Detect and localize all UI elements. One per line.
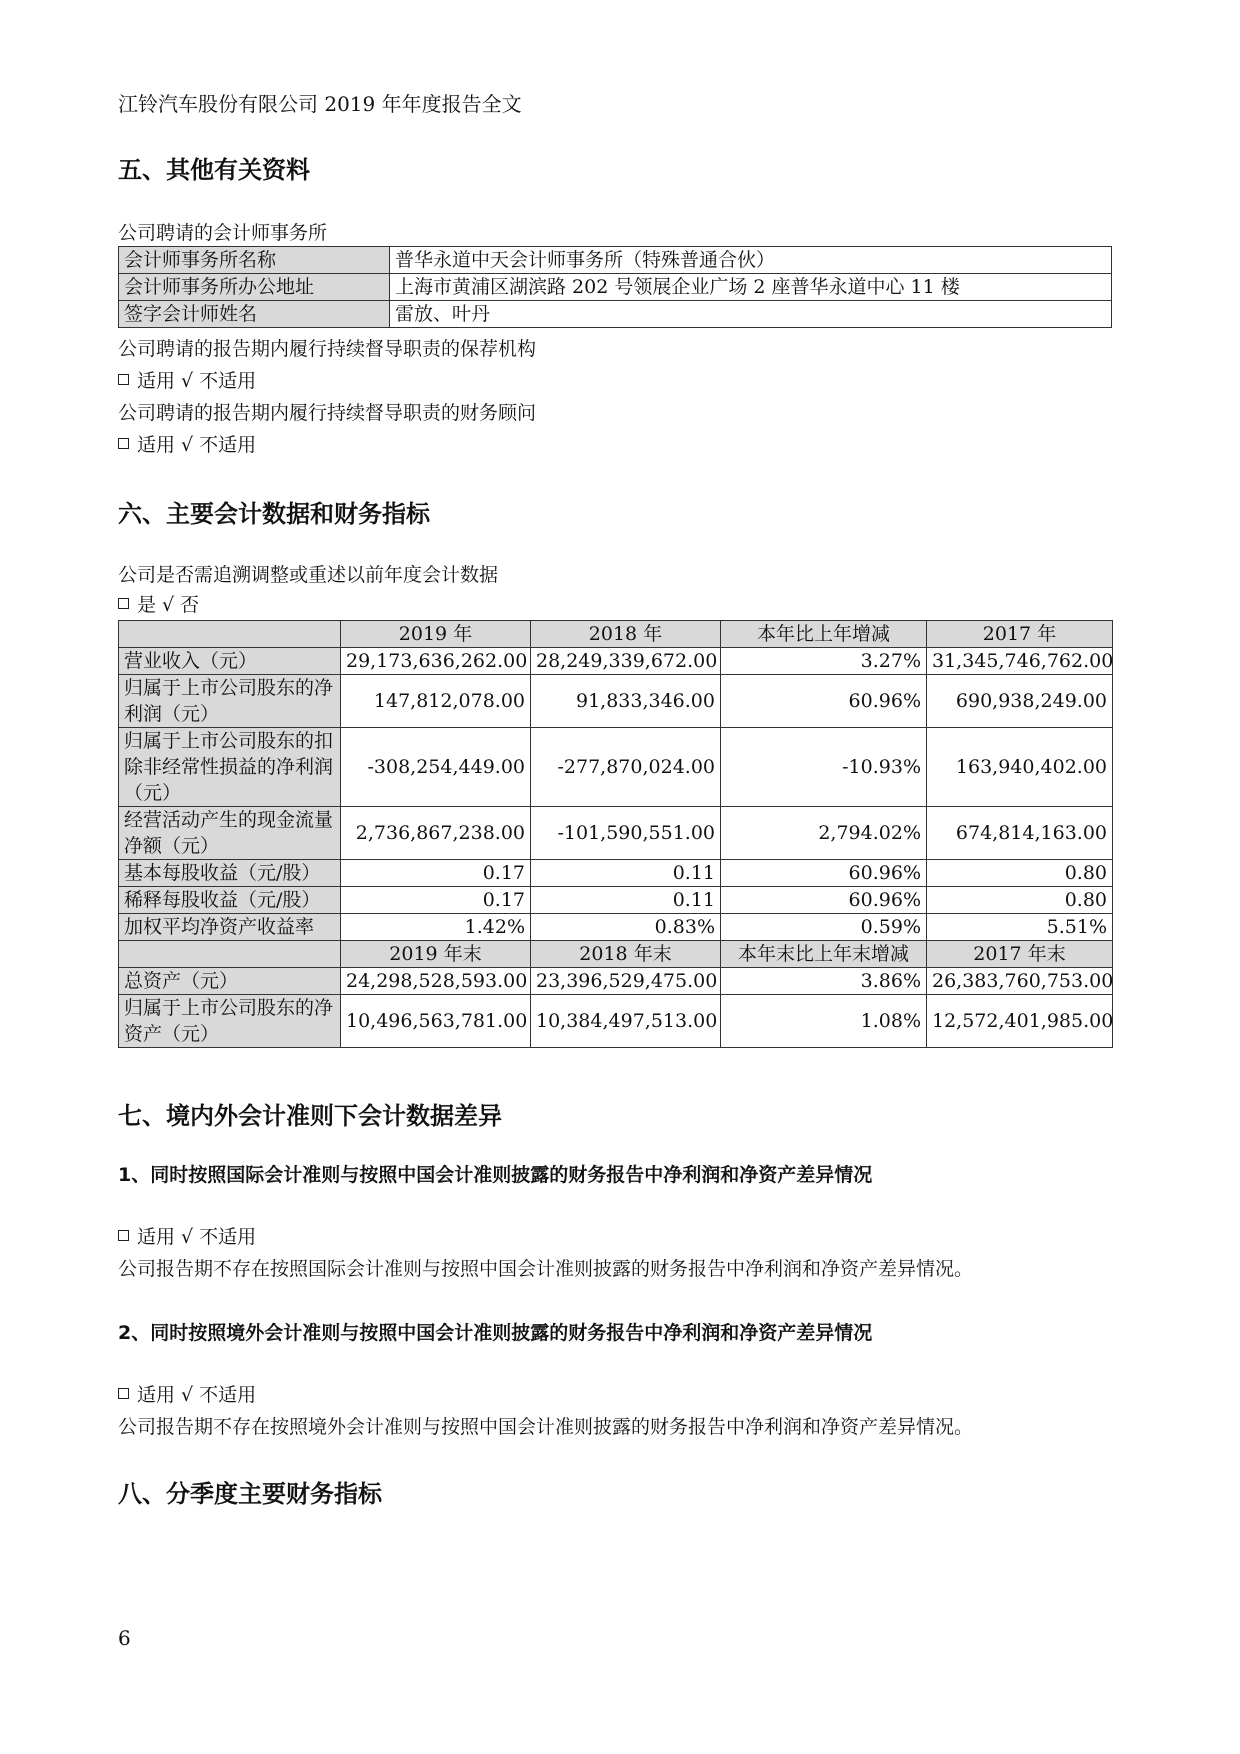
table-row — [119, 887, 1113, 914]
table-header-row — [119, 941, 1113, 968]
table-cell: 31,345,746,762.00 — [927, 648, 1113, 675]
firm-name-label: 会计师事务所名称 — [119, 247, 390, 274]
table-cell: 5.51% — [927, 914, 1113, 941]
table-cell: 3.27% — [721, 648, 927, 675]
advisor-option — [118, 430, 256, 457]
header-cell: 2017 年末 — [927, 941, 1113, 968]
checkbox-icon — [118, 1388, 129, 1399]
table-cell: 60.96% — [721, 675, 927, 728]
table-cell: 3.86% — [721, 968, 927, 995]
header-blank-cell — [119, 941, 341, 968]
table-row — [119, 728, 1113, 807]
checkbox-icon — [118, 438, 129, 449]
header-cell: 2019 年 — [341, 621, 531, 648]
table-row — [119, 995, 1113, 1048]
section-5-title: 五、其他有关资料 — [118, 156, 310, 184]
header-cell: 2018 年 — [531, 621, 721, 648]
restatement-option-text: 是 √ 否 — [137, 594, 200, 616]
table-cell: 29,173,636,262.00 — [341, 648, 531, 675]
header-cell: 2018 年末 — [531, 941, 721, 968]
firm-address-value: 上海市黄浦区湖滨路 202 号领展企业广场 2 座普华永道中心 11 楼 — [390, 274, 1112, 301]
table-cell: 10,384,497,513.00 — [531, 995, 721, 1048]
section-7-2-text: 公司报告期不存在按照境外会计准则与按照中国会计准则披露的财务报告中净利润和净资产差异情况。 — [118, 1416, 974, 1438]
table-row — [119, 807, 1113, 860]
table-cell: 0.17 — [341, 887, 531, 914]
sponsor-option — [118, 366, 256, 393]
table-cell: 91,833,346.00 — [531, 675, 721, 728]
row-label: 加权平均净资产收益率 — [119, 914, 341, 941]
table-row — [119, 914, 1113, 941]
table-cell: 1.08% — [721, 995, 927, 1048]
sponsor-text: 公司聘请的报告期内履行持续督导职责的保荐机构 — [118, 338, 537, 360]
section-8-title: 八、分季度主要财务指标 — [118, 1480, 382, 1508]
page-number: 6 — [118, 1626, 131, 1650]
table-cell: -10.93% — [721, 728, 927, 807]
header-cell: 2017 年 — [927, 621, 1113, 648]
table-cell: 147,812,078.00 — [341, 675, 531, 728]
sponsor-option-text: 适用 √ 不适用 — [137, 370, 257, 392]
header-cell: 本年末比上年末增减 — [721, 941, 927, 968]
row-label: 营业收入（元） — [119, 648, 341, 675]
header-cell: 本年比上年增减 — [721, 621, 927, 648]
table-cell: 60.96% — [721, 887, 927, 914]
table-cell: 0.11 — [531, 860, 721, 887]
table-cell: 1.42% — [341, 914, 531, 941]
table-header-row — [119, 621, 1113, 648]
table-cell: 0.80 — [927, 887, 1113, 914]
table-cell: 0.59% — [721, 914, 927, 941]
table-cell: -277,870,024.00 — [531, 728, 721, 807]
table-cell: 26,383,760,753.00 — [927, 968, 1113, 995]
table-row — [119, 274, 1112, 301]
table-row — [119, 968, 1113, 995]
table-cell: 10,496,563,781.00 — [341, 995, 531, 1048]
signing-accountant-value: 雷放、叶丹 — [390, 301, 1112, 328]
section-7-1-title: 1、同时按照国际会计准则与按照中国会计准则披露的财务报告中净利润和净资产差异情况 — [118, 1164, 873, 1186]
restatement-option — [118, 590, 199, 617]
section-6-title: 六、主要会计数据和财务指标 — [118, 500, 430, 528]
table-cell: 60.96% — [721, 860, 927, 887]
section-5-intro: 公司聘请的会计师事务所 — [118, 222, 328, 244]
section-7-2-title: 2、同时按照境外会计准则与按照中国会计准则披露的财务报告中净利润和净资产差异情况 — [118, 1322, 873, 1344]
table-row — [119, 247, 1112, 274]
accounting-firm-table — [118, 246, 1112, 328]
table-row — [119, 860, 1113, 887]
section-7-title: 七、境内外会计准则下会计数据差异 — [118, 1102, 502, 1130]
row-label: 总资产（元） — [119, 968, 341, 995]
section-7-2-option-text: 适用 √ 不适用 — [137, 1384, 257, 1406]
row-label: 基本每股收益（元/股） — [119, 860, 341, 887]
checkbox-icon — [118, 598, 129, 609]
row-label: 经营活动产生的现金流量净额（元） — [119, 807, 341, 860]
table-cell: 28,249,339,672.00 — [531, 648, 721, 675]
advisor-text: 公司聘请的报告期内履行持续督导职责的财务顾问 — [118, 402, 537, 424]
table-cell: 12,572,401,985.00 — [927, 995, 1113, 1048]
firm-address-label: 会计师事务所办公地址 — [119, 274, 390, 301]
table-row — [119, 675, 1113, 728]
row-label: 稀释每股收益（元/股） — [119, 887, 341, 914]
section-6-intro: 公司是否需追溯调整或重述以前年度会计数据 — [118, 564, 499, 586]
header-cell: 2019 年末 — [341, 941, 531, 968]
table-cell: 690,938,249.00 — [927, 675, 1113, 728]
checkbox-icon — [118, 374, 129, 385]
section-7-2-option — [118, 1380, 256, 1407]
table-cell: 0.83% — [531, 914, 721, 941]
section-7-1-option-text: 适用 √ 不适用 — [137, 1226, 257, 1248]
table-cell: 0.17 — [341, 860, 531, 887]
table-row — [119, 301, 1112, 328]
table-cell: 2,794.02% — [721, 807, 927, 860]
table-cell: -101,590,551.00 — [531, 807, 721, 860]
table-cell: 0.80 — [927, 860, 1113, 887]
row-label: 归属于上市公司股东的净利润（元） — [119, 675, 341, 728]
signing-accountant-label: 签字会计师姓名 — [119, 301, 390, 328]
section-7-1-option — [118, 1222, 256, 1249]
section-7-1-text: 公司报告期不存在按照国际会计准则与按照中国会计准则披露的财务报告中净利润和净资产差异情况。 — [118, 1258, 974, 1280]
row-label: 归属于上市公司股东的扣除非经常性损益的净利润（元） — [119, 728, 341, 807]
row-label: 归属于上市公司股东的净资产（元） — [119, 995, 341, 1048]
advisor-option-text: 适用 √ 不适用 — [137, 434, 257, 456]
table-cell: 674,814,163.00 — [927, 807, 1113, 860]
checkbox-icon — [118, 1230, 129, 1241]
table-cell: -308,254,449.00 — [341, 728, 531, 807]
table-cell: 24,298,528,593.00 — [341, 968, 531, 995]
table-cell: 163,940,402.00 — [927, 728, 1113, 807]
table-cell: 23,396,529,475.00 — [531, 968, 721, 995]
firm-name-value: 普华永道中天会计师事务所（特殊普通合伙） — [390, 247, 1112, 274]
table-cell: 0.11 — [531, 887, 721, 914]
table-row — [119, 648, 1113, 675]
header-blank-cell — [119, 621, 341, 648]
financial-indicators-table — [118, 620, 1113, 1048]
report-header: 江铃汽车股份有限公司 2019 年年度报告全文 — [118, 92, 522, 116]
table-cell: 2,736,867,238.00 — [341, 807, 531, 860]
